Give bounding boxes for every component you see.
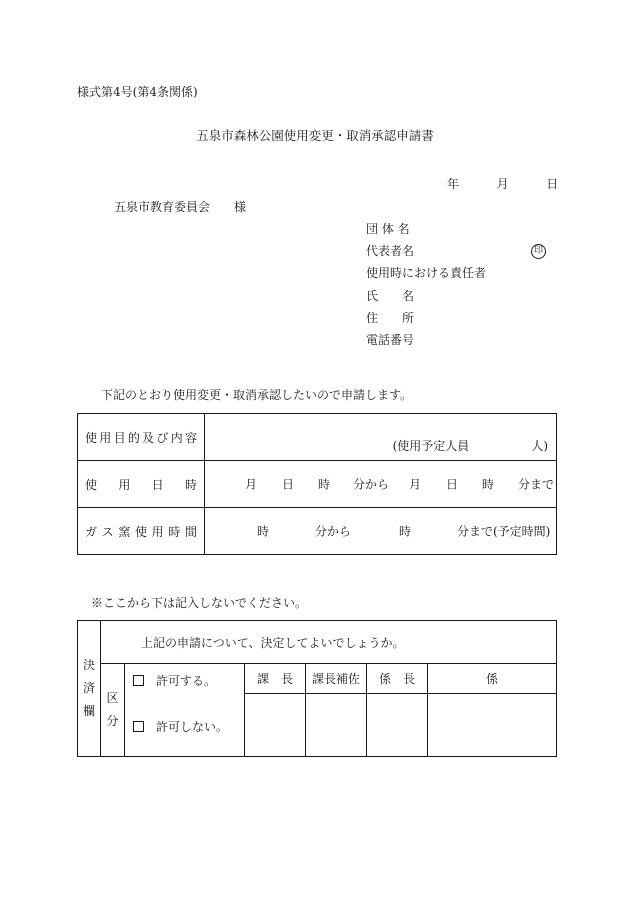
side-char-3: 欄	[82, 703, 95, 718]
dt-day-2: 日	[446, 477, 459, 492]
dt-month-2: 月	[409, 477, 422, 492]
stamp-deputy-chief[interactable]	[306, 694, 367, 757]
approve-checkbox[interactable]	[133, 675, 144, 686]
category-label	[101, 664, 125, 757]
intro-text: 下記のとおり使用変更・取消承認したいので申請します。	[101, 388, 413, 402]
office-use-notice: ※ここから下は記入しないでください。	[91, 596, 308, 610]
members-close: 人)	[531, 439, 548, 453]
kiln-label: ガス窯使用時間	[78, 508, 205, 555]
header-deputy-chief: 課長補佐	[306, 664, 367, 694]
reject-checkbox[interactable]	[133, 721, 144, 732]
category-char-2: 分	[106, 714, 119, 728]
dt-month-1: 月	[245, 477, 258, 492]
phone-label: 電話番号	[366, 333, 415, 347]
address-label: 住 所	[366, 311, 415, 325]
form-title: 五泉市森林公園使用変更・取消承認申請書	[196, 128, 434, 143]
purpose-label: 使用目的及び内容	[78, 414, 205, 461]
kiln-minute-until: 分まで(予定時間)	[457, 524, 551, 539]
decision-question: 上記の申請について、決定してよいでしょうか。	[101, 621, 557, 664]
stamp-section-chief[interactable]	[245, 694, 306, 757]
approve-label: 許可する。	[156, 673, 217, 688]
addressee: 五泉市教育委員会 様	[114, 200, 247, 214]
header-staff: 係	[428, 664, 557, 694]
seal-mark: 印	[531, 244, 546, 259]
side-char-2: 済	[82, 681, 95, 696]
header-section-chief: 課 長	[245, 664, 306, 694]
form-number: 様式第4号(第4条関係)	[77, 85, 198, 99]
date-line	[447, 178, 558, 190]
category-char-1: 区	[106, 691, 119, 706]
kiln-minute-from: 分から	[315, 524, 352, 539]
group-name-label: 団 体 名	[366, 222, 410, 236]
application-table	[77, 413, 557, 555]
side-char-1: 決	[82, 658, 95, 673]
kiln-field[interactable]	[205, 508, 557, 555]
responsible-person-label: 使用時における責任者	[366, 266, 487, 280]
year-label: 年	[447, 177, 460, 191]
decision-table	[77, 620, 557, 757]
kiln-hour-2: 時	[399, 524, 412, 539]
stamp-unit-chief[interactable]	[367, 694, 428, 757]
purpose-field[interactable]	[205, 414, 557, 461]
reject-option[interactable]	[125, 696, 244, 756]
representative-label: 代表者名	[366, 244, 415, 258]
dt-hour-1: 時	[318, 477, 331, 492]
approve-option[interactable]	[125, 664, 244, 696]
members-open: (使用予定人員	[392, 439, 470, 453]
kiln-hour-1: 時	[257, 524, 270, 539]
reject-label: 許可しない。	[156, 719, 229, 734]
month-label: 月	[496, 177, 509, 191]
datetime-field[interactable]	[205, 461, 557, 508]
header-unit-chief: 係 長	[367, 664, 428, 694]
dt-day-1: 日	[282, 477, 295, 492]
day-label: 日	[546, 177, 559, 191]
dt-minute-until: 分まで	[518, 477, 555, 492]
dt-hour-2: 時	[482, 477, 495, 492]
stamp-staff[interactable]	[428, 694, 557, 757]
dt-minute-from: 分から	[353, 477, 390, 492]
decision-side-label	[78, 621, 101, 757]
datetime-label: 使用日時	[78, 461, 205, 508]
members-count	[393, 437, 548, 454]
name-label: 氏 名	[366, 289, 415, 303]
approval-options	[125, 664, 245, 757]
